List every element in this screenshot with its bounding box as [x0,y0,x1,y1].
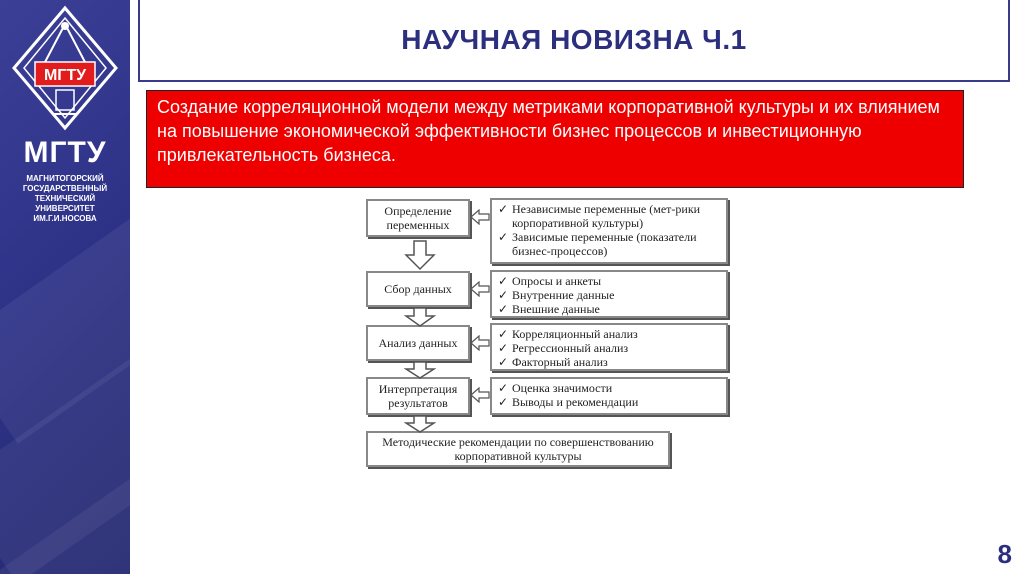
check-icon: ✓ [498,288,509,302]
step-details [490,377,728,415]
check-icon: ✓ [498,274,509,288]
down-arrow-icon [404,307,436,327]
detail-item: Регрессионный анализ [512,341,629,355]
methodology-diagram [360,195,730,475]
sidebar [0,0,130,574]
detail-item: Опросы и анкеты [512,274,602,288]
detail-item: Факторный анализ [512,355,608,369]
detail-item: Оценка значимости [512,381,613,395]
final-recommendations-box: Методические рекомендации по совершенствованию корпоративной культуры [366,431,670,467]
step-box: Интерпретация результатов [366,377,470,415]
detail-item: Зависимые переменные (показатели бизнес-процессов) [512,230,697,258]
university-line: ИМ.Г.И.НОСОВА [33,214,97,223]
step-details [490,270,728,318]
brand-name: МГТУ [23,136,107,169]
step-details [490,323,728,371]
left-arrow-icon [470,281,490,297]
university-logo-icon [8,4,122,132]
university-line: ТЕХНИЧЕСКИЙ [34,194,96,203]
down-arrow-icon [404,361,436,379]
check-icon: ✓ [498,202,509,216]
detail-item: Внешние данные [512,302,600,316]
check-icon: ✓ [498,341,509,355]
check-icon: ✓ [498,355,509,369]
step-details [490,198,728,264]
university-name [0,174,130,224]
detail-item: Внутренние данные [512,288,615,302]
check-icon: ✓ [498,302,509,316]
university-line: ГОСУДАРСТВЕННЫЙ [22,184,108,193]
step-box: Сбор данных [366,271,470,307]
university-line: УНИВЕРСИТЕТ [35,204,95,213]
check-icon: ✓ [498,395,509,409]
highlight-box: Создание корреляционной модели между метриками корпоративной культуры и их влиянием на повышение экономической эффективности бизнес процессов и инвестиционную привлекательность бизнеса. [146,90,964,188]
left-arrow-icon [470,209,490,225]
page-number: 8 [997,539,1012,569]
detail-item: Выводы и рекомендации [512,395,639,409]
down-arrow-icon [404,239,436,271]
check-icon: ✓ [498,327,509,341]
left-arrow-icon [470,387,490,403]
detail-item: Независимые переменные (мет-рики корпоративной культуры) [512,202,701,230]
check-icon: ✓ [498,230,509,244]
logo-text: МГТУ [43,67,87,84]
university-line: МАГНИТОГОРСКИЙ [26,174,104,183]
detail-item: Корреляционный анализ [512,327,638,341]
step-box: Определение переменных [366,199,470,237]
step-box: Анализ данных [366,325,470,361]
down-arrow-icon [404,415,436,433]
title-box [138,0,1010,82]
check-icon: ✓ [498,381,509,395]
left-arrow-icon [470,335,490,351]
page-title: НАУЧНАЯ НОВИЗНА Ч.1 [401,24,747,55]
